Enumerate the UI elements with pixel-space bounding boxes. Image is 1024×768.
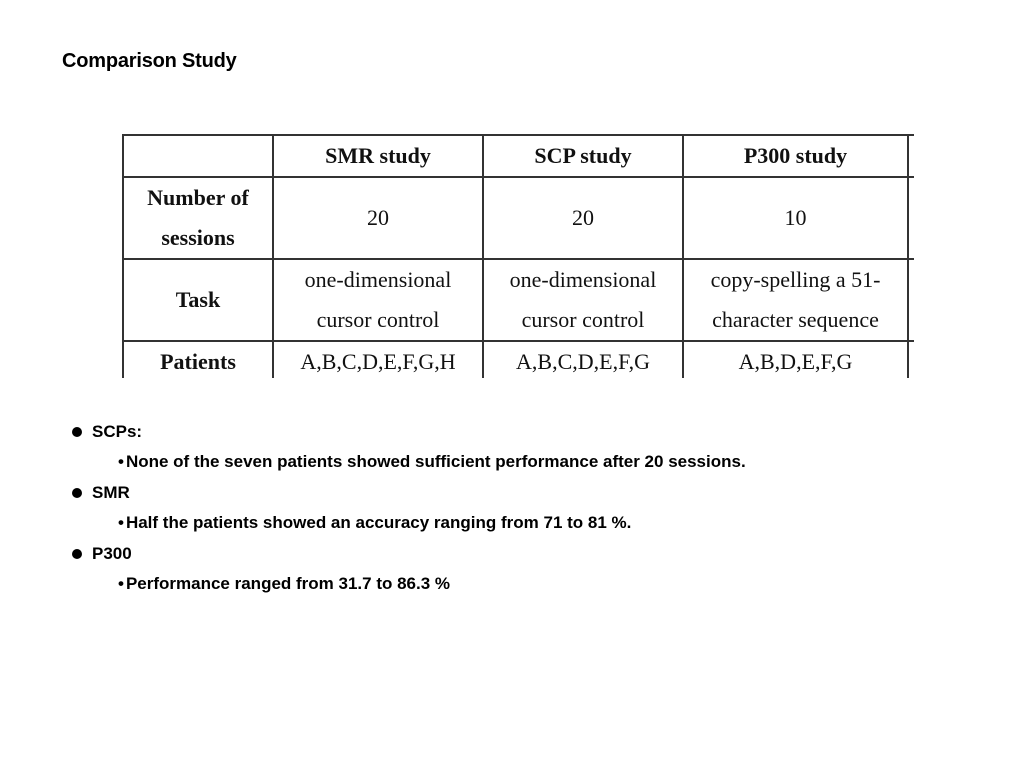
cell-text: 20: [572, 205, 594, 230]
bullet-heading: P300: [92, 544, 132, 563]
table-header-smr: SMR study: [273, 135, 483, 177]
bullet-item-p300: [72, 542, 746, 566]
sub-bullet-mark: •: [118, 452, 124, 471]
table-header-scp: SCP study: [483, 135, 683, 177]
bullet-dot-icon: [72, 427, 82, 437]
row-label-line: sessions: [161, 225, 235, 250]
cell-text: 20: [367, 205, 389, 230]
table-row: [123, 259, 914, 341]
table-cell: [683, 341, 908, 378]
cell-text: copy-spelling a 51-: [710, 267, 881, 292]
comparison-table: [122, 134, 914, 378]
table-cell: [683, 177, 908, 259]
bullet-item-scp: [72, 420, 746, 444]
row-label-line: Number of: [147, 185, 249, 210]
bullet-detail: None of the seven patients showed sufficient performance after 20 sessions.: [125, 452, 746, 471]
bullet-detail: Half the patients showed an accuracy ranging from 71 to 81 %.: [125, 513, 632, 532]
cell-text: A,B,D,E,F,G: [738, 349, 853, 374]
cell-text: one-dimensional: [509, 267, 657, 292]
table-header-overflow: [908, 135, 914, 177]
table-cell: [273, 259, 483, 341]
table-header-empty: [123, 135, 273, 177]
table-row: [123, 177, 914, 259]
slide-title: Comparison Study: [62, 50, 237, 72]
table-cell: [483, 259, 683, 341]
table-header-p300: P300 study: [683, 135, 908, 177]
cell-text: 10: [784, 205, 807, 230]
row-label-line: Patients: [160, 349, 236, 374]
bullet-subitem: [118, 511, 746, 535]
sub-bullet-mark: •: [118, 513, 124, 532]
row-label-line: Task: [175, 287, 221, 312]
sub-bullet-mark: •: [118, 574, 124, 593]
row-label-sessions: [123, 177, 273, 259]
bullet-subitem: [118, 450, 746, 474]
cell-text: one-dimensional: [304, 267, 452, 292]
table-cell-overflow: [908, 259, 914, 341]
bullet-dot-icon: [72, 488, 82, 498]
cell-text: A,B,C,D,E,F,G,H: [300, 349, 456, 374]
bullet-heading: SCPs:: [92, 422, 143, 441]
bullet-detail: Performance ranged from 31.7 to 86.3 %: [125, 574, 451, 593]
table-cell: [273, 341, 483, 378]
table-cell-overflow: [908, 177, 914, 259]
table-cell-overflow: [908, 341, 914, 378]
cell-text: cursor control: [521, 307, 645, 332]
bullet-subitem: [118, 572, 746, 596]
row-label-patients: [123, 341, 273, 378]
row-label-task: [123, 259, 273, 341]
bullet-dot-icon: [72, 549, 82, 559]
comparison-table-image: [122, 134, 914, 378]
table-cell: [483, 341, 683, 378]
bullet-list: [72, 420, 746, 603]
table-row: [123, 341, 914, 378]
bullet-item-smr: [72, 481, 746, 505]
table-cell: [273, 177, 483, 259]
cell-text: character sequence: [712, 307, 879, 332]
cell-text: A,B,C,D,E,F,G: [516, 349, 650, 374]
table-cell: [683, 259, 908, 341]
table-header-row: [123, 135, 914, 177]
table-cell: [483, 177, 683, 259]
cell-text: cursor control: [316, 307, 440, 332]
bullet-heading: SMR: [92, 483, 130, 502]
